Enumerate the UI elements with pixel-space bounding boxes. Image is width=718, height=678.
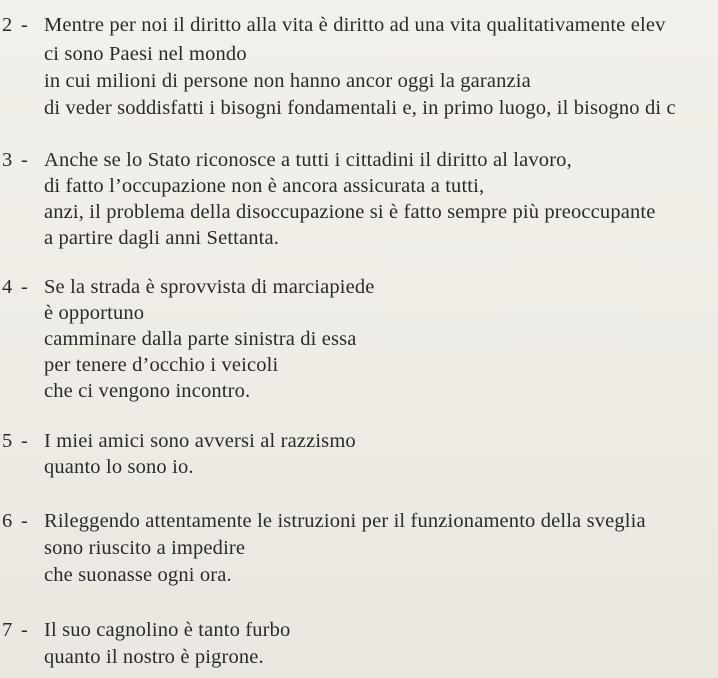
item-line: ci sono Paesi nel mondo	[44, 43, 247, 65]
item-line: per tenere d’occhio i veicoli	[44, 354, 279, 376]
item-number: 3	[2, 149, 13, 171]
item-line: in cui milioni di persone non hanno ancor oggi la garanzia	[44, 70, 531, 92]
item-separator: -	[21, 430, 28, 452]
item-number: 4	[2, 276, 13, 298]
item-line: anzi, il problema della disoccupazione si è fatto sempre più preoccupante	[44, 201, 656, 223]
item-line: di veder soddisfatti i bisogni fondamentali e, in primo luogo, il bisogno di c	[44, 97, 676, 119]
item-line: I miei amici sono avversi al razzismo	[44, 430, 356, 452]
item-line: di fatto l’occupazione non è ancora assicurata a tutti,	[44, 175, 485, 197]
item-line: Mentre per noi il diritto alla vita è diritto ad una vita qualitativamente elev	[44, 14, 666, 36]
item-number: 2	[2, 14, 13, 36]
item-separator: -	[21, 14, 28, 36]
item-separator: -	[21, 149, 28, 171]
item-line: è opportuno	[44, 302, 145, 324]
item-line: a partire dagli anni Settanta.	[44, 227, 280, 249]
item-line: Il suo cagnolino è tanto furbo	[44, 619, 291, 641]
item-line: che ci vengono incontro.	[44, 380, 251, 402]
item-line: sono riuscito a impedire	[44, 537, 246, 559]
item-line: Anche se lo Stato riconosce a tutti i cittadini il diritto al lavoro,	[44, 149, 572, 171]
item-line: quanto il nostro è pigrone.	[44, 646, 264, 668]
item-number: 7	[2, 619, 13, 641]
item-number: 5	[2, 430, 13, 452]
item-line: che suonasse ogni ora.	[44, 564, 232, 586]
item-line: Rileggendo attentamente le istruzioni per il funzionamento della sveglia	[44, 510, 646, 532]
item-separator: -	[21, 276, 28, 298]
item-line: Se la strada è sprovvista di marciapiede	[44, 276, 375, 298]
item-line: camminare dalla parte sinistra di essa	[44, 328, 357, 350]
item-separator: -	[21, 510, 28, 532]
item-separator: -	[21, 619, 28, 641]
item-number: 6	[2, 510, 13, 532]
item-line: quanto lo sono io.	[44, 456, 194, 478]
